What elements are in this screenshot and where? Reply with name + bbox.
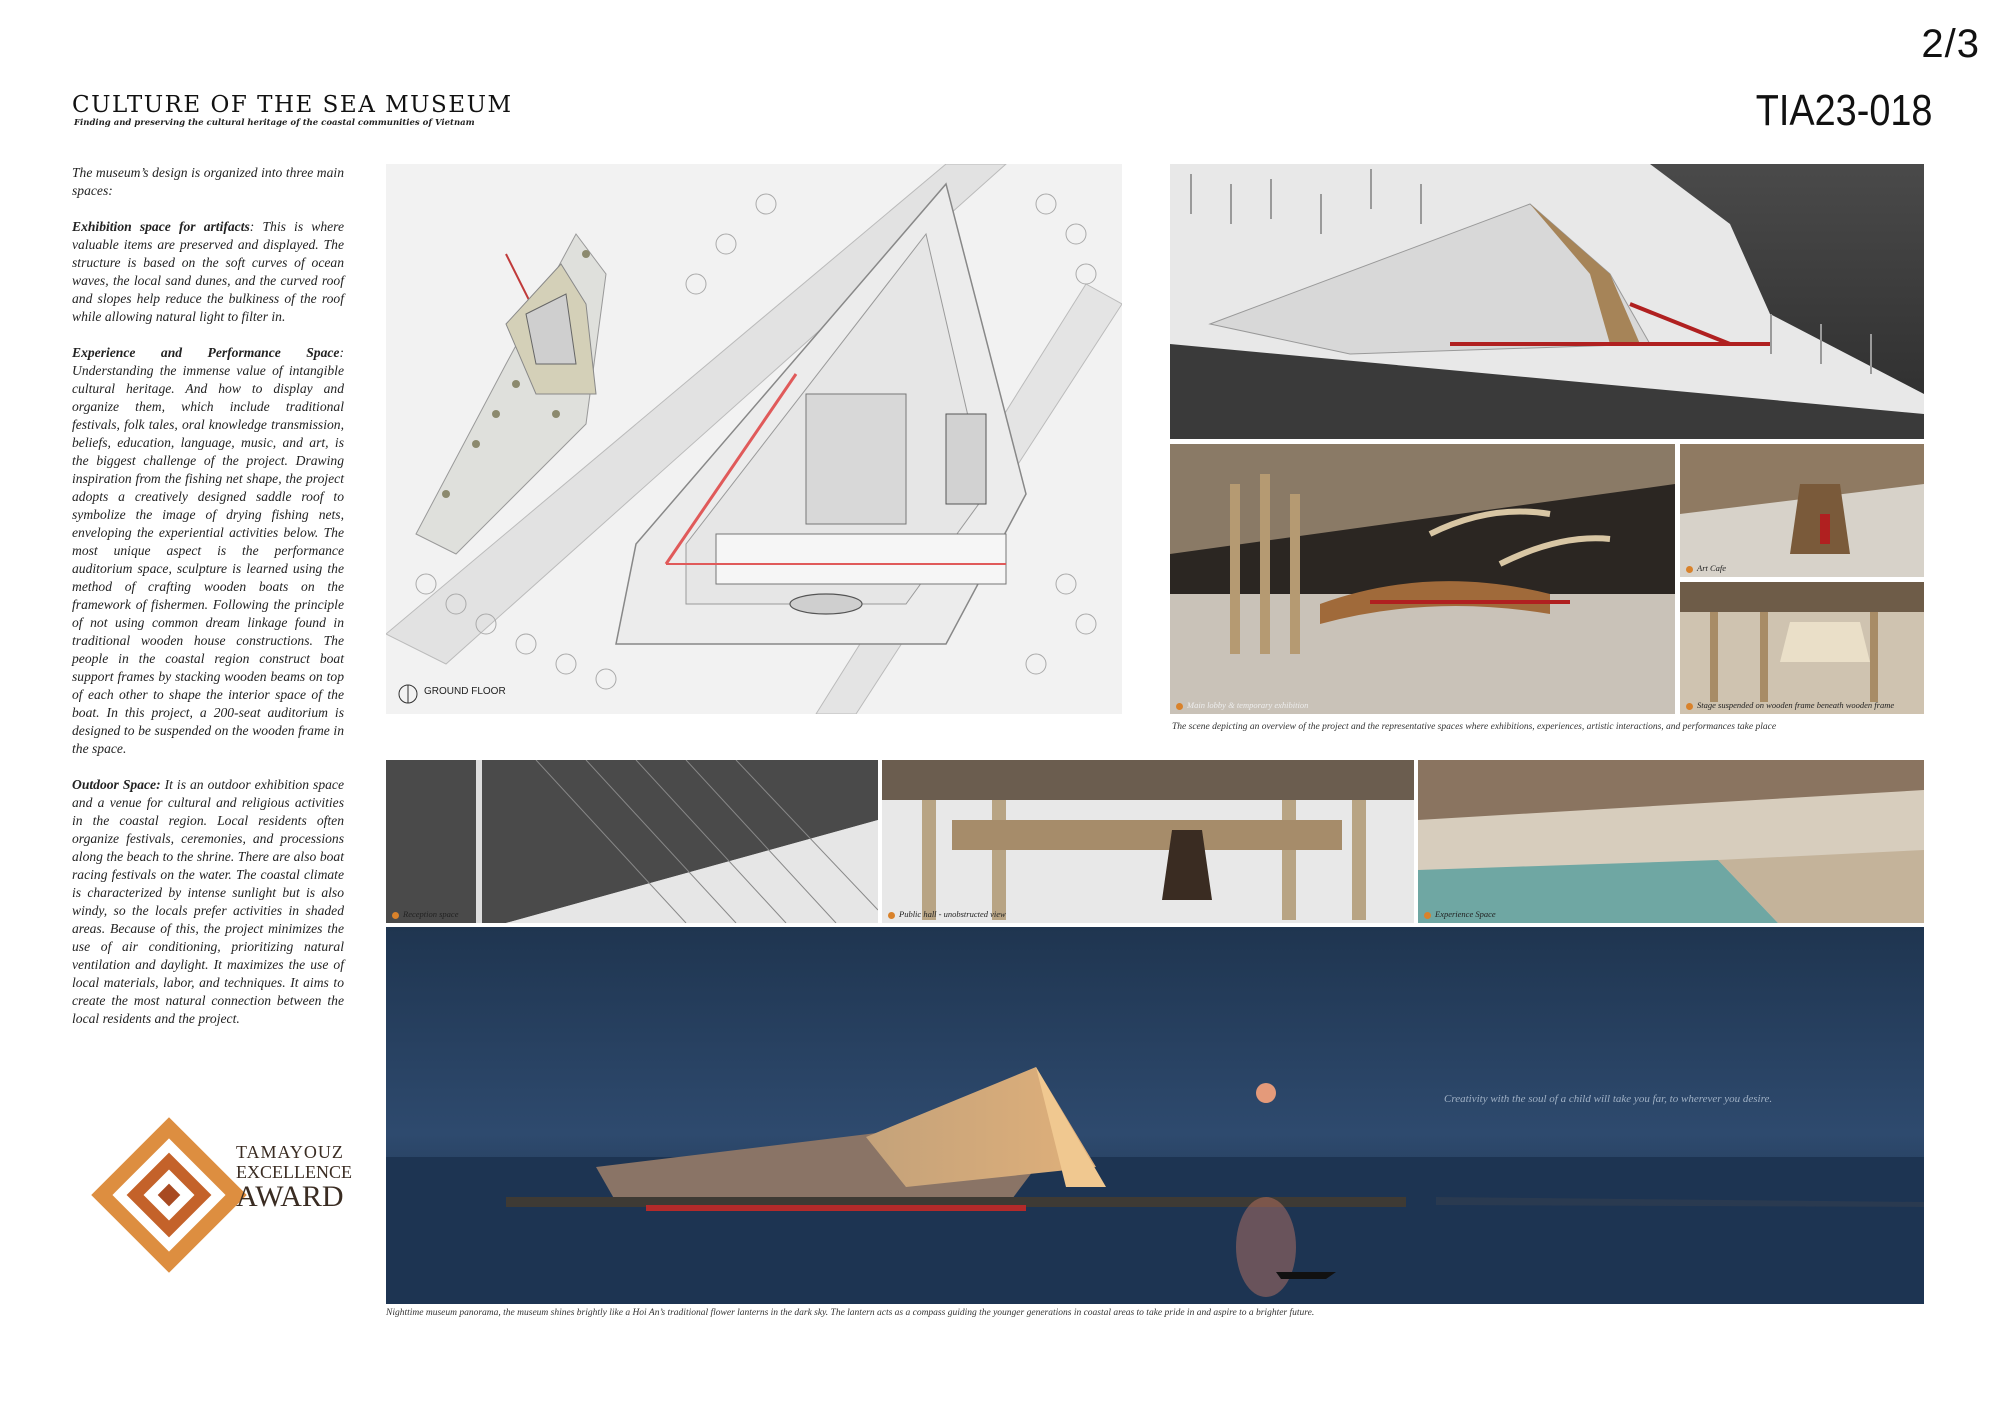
project-code: TIA23-018 (1755, 86, 1932, 135)
page-subtitle: Finding and preserving the cultural heritage of the coastal communities of Vietnam (74, 118, 475, 128)
orange-dot-icon (392, 912, 399, 919)
page-number: 2/3 (1921, 22, 1980, 66)
section-exhibition-body: : This is where valuable items are preserved and displayed. The structure is based on the soft curves of ocean waves, the local sand dunes, and the curved roof and slopes help reduce the bulkiness of the roof while allowing natural light to filter in. (72, 219, 344, 324)
site-plan-drawing (386, 164, 1122, 714)
section-outdoor (72, 776, 344, 1028)
experience-render (1418, 760, 1924, 923)
tamayouz-award-logo (84, 1110, 354, 1280)
art-cafe-label: Art Cafe (1697, 563, 1727, 573)
section-exhibition (72, 218, 344, 326)
section-experience (72, 344, 344, 758)
aerial-render (1170, 164, 1924, 439)
logo-line2: EXCELLENCE (236, 1162, 352, 1182)
wooden-frame-label: Stage suspended on wooden frame beneath wooden frame (1697, 700, 1895, 710)
main-lobby-render (1170, 444, 1675, 714)
orange-dot-icon (1176, 703, 1183, 710)
wooden-frame-tag (1686, 700, 1894, 710)
art-cafe-tag (1686, 563, 1726, 573)
orange-dot-icon (1686, 703, 1693, 710)
night-caption: Nighttime museum panorama, the museum shines brightly like a Hoi An’s traditional flower lanterns in the dark sky. The lantern acts as a compass guiding the younger generations in coastal areas to take pride in and aspire to a brighter future. (386, 1308, 1315, 1318)
night-panorama-render (386, 927, 1924, 1304)
wooden-frame-render (1680, 582, 1924, 714)
page-title: CULTURE OF THE SEA MUSEUM (72, 92, 513, 118)
overview-caption: The scene depicting an overview of the project and the representative spaces where exhibitions, experiences, artistic interactions, and performances take place (1172, 722, 1777, 732)
orange-dot-icon (888, 912, 895, 919)
plan-label: GROUND FLOOR (424, 686, 506, 697)
section-outdoor-heading: Outdoor Space: (72, 777, 161, 792)
reception-label: Reception space (403, 909, 459, 919)
aerial-render-image (1170, 164, 1924, 439)
logo-line1: TAMAYOUZ (236, 1142, 344, 1162)
night-quote: Creativity with the soul of a child will take you far, to wherever you desire. (1444, 1093, 1773, 1105)
orange-dot-icon (1686, 566, 1693, 573)
logo-line3: AWARD (236, 1180, 344, 1213)
section-experience-heading: Experience and Performance Space (72, 345, 340, 360)
reception-render (386, 760, 878, 923)
orange-dot-icon (1424, 912, 1431, 919)
art-cafe-render (1680, 444, 1924, 577)
public-hall-label: Public hall - unobstructed view (899, 909, 1006, 919)
section-outdoor-body: It is an outdoor exhibition space and a venue for cultural and religious activities in the coastal region. Local residents often organize festivals, ceremonies, and processions along the beach to the shrine. There are also boat racing festivals on the water. The coastal climate is characterized by intense sunlight but is also windy, so the locals prefer activities in shaded areas. Because of this, the project minimizes the use of air conditioning, prioritizing natural ventilation and daylight. It maximizes the use of local materials, labor, and techniques. It aims to create the most natural connection between the local residents and the project. (72, 777, 344, 1026)
kufic-emblem-icon (84, 1110, 254, 1280)
experience-label: Experience Space (1435, 909, 1496, 919)
night-panorama-image (386, 927, 1924, 1304)
main-lobby-label: Main lobby & temporary exhibition (1187, 700, 1309, 710)
description-intro: The museum’s design is organized into three main spaces: (72, 165, 344, 198)
section-experience-body: : Understanding the immense value of intangible cultural heritage. And how to display and organize them, which include traditional festivals, folk tales, oral knowledge transmission, beliefs, education, language, music, and art, is the biggest challenge of the project. Drawing inspiration from the fishing net shape, the project adopts a creatively designed saddle roof to symbolize the image of drying fishing nets, enveloping the experiential activities below. The most unique aspect is the performance auditorium space, sculpture is learned using the method of crafting wooden boats on the framework of fishermen. Following the principle of not using common dream linkage found in traditional wooden house constructions. The people in the coastal region construct boat support frames by stacking wooden beams on top of each other to shape the interior space of the boat. In this project, a 200-seat auditorium is designed to be suspended on the wooden frame in the space. (72, 345, 344, 756)
public-hall-tag (888, 909, 1006, 919)
section-exhibition-heading: Exhibition space for artifacts (72, 219, 250, 234)
reception-tag (392, 909, 458, 919)
main-lobby-tag (1176, 700, 1308, 710)
public-hall-render (882, 760, 1414, 923)
description-column (72, 164, 344, 1046)
experience-tag (1424, 909, 1496, 919)
site-plan-panel (386, 164, 1122, 714)
